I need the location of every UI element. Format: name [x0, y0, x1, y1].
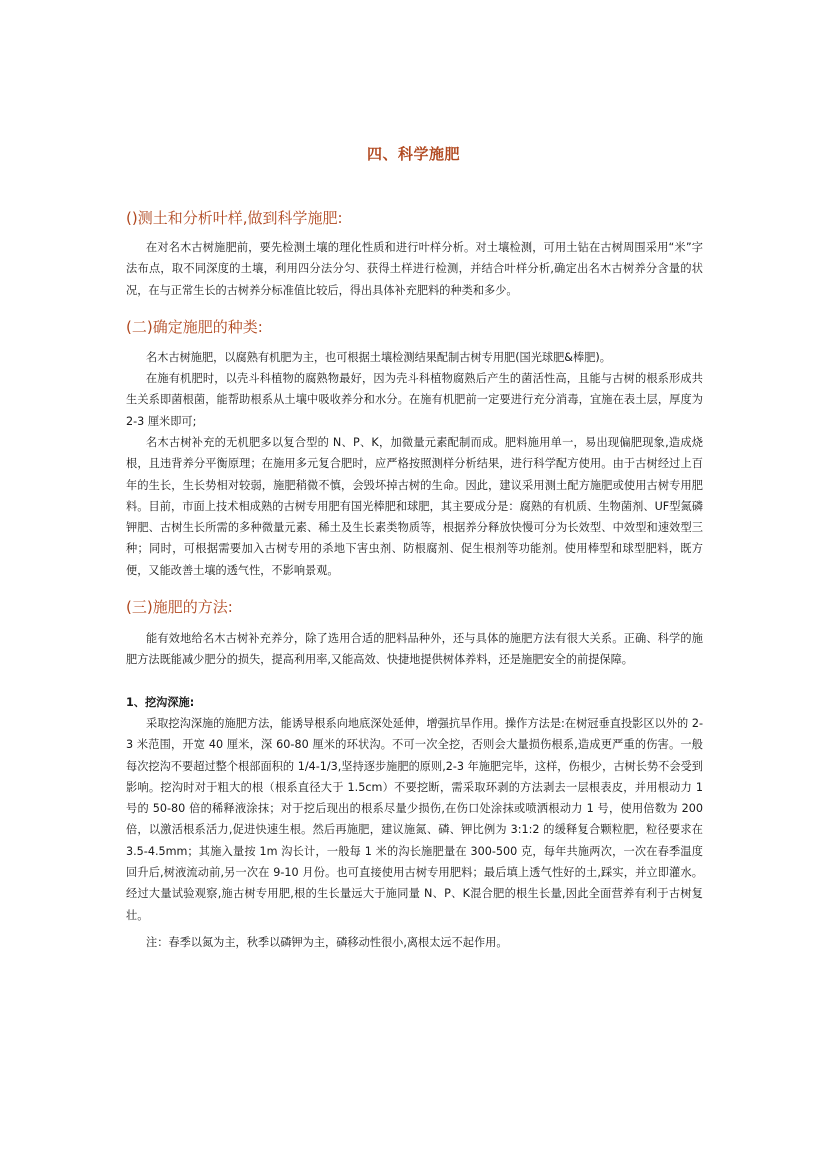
section3-note: 注：春季以氮为主，秋季以磷钾为主，磷移动性很小,离根太远不起作用。 [146, 936, 508, 949]
section2-heading: (二)确定施肥的种类: [126, 318, 263, 336]
section2-paragraph-2: 在施有机肥时，以壳斗科植物的腐熟物最好，因为壳斗科植物腐熟后产生的菌活性高，且能与古树的根系形成共生关系即菌根菌，能帮助根系从土壤中吸收养分和水分。在施有机肥前一定要进行充分消毒，宜施在表土层，厚度为 2-3 厘米即可; [126, 372, 703, 428]
section1-paragraph: 在对名木古树施肥前，要先检测土壤的理化性质和进行叶样分析。对土壤检测，可用土钻在古树周围采用“米”字法布点，取不同深度的土壤，利用四分法分匀、获得土样进行检测，并结合叶样分析,确定出名木古树养分含量的状况，在与正常生长的古树养分标准值比较后，得出具体补充肥料的种类和多少。 [126, 241, 703, 297]
page-title: 四、科学施肥 [366, 145, 460, 163]
subheading-ditch-fertilizing: 1、挖沟深施: [126, 696, 195, 709]
section2-paragraph-1: 名木古树施肥，以腐熟有机肥为主，也可根据土壤检测结果配制古树专用肥(国光球肥&棒肥)。 [146, 351, 611, 364]
section3-paragraph-1: 能有效地给名木古树补充养分，除了选用合适的肥料品种外，还与具体的施肥方法有很大关系。正确、科学的施肥方法既能减少肥分的损失，提高利用率,又能高效、快捷地提供树体养料，还是施肥安全的前提保障。 [126, 632, 703, 667]
section1-heading: ()测土和分析叶样,做到科学施肥: [126, 209, 343, 227]
section2-paragraph-3: 名木古树补充的无机肥多以复合型的 N、P、K，加微量元素配制而成。肥料施用单一，易出现偏肥现象,造成烧根，且违背养分平衡原理；在施用多元复合肥时，应严格按照测样分析结果，进行科学配方使用。由于古树经过上百年的生长，生长势相对较弱，施肥稍微不慎，会毁坏掉古树的生命。因此，建议采用测土配方施肥或使用古树专用肥料。目前，市面上技术相成熟的古树专用肥有国光棒肥和球肥，其主要成分是：腐熟的有机质、生物菌剂、UF型氮磷钾肥、古树生长所需的多种微量元素、稀土及生长素类物质等，根据养分释放快慢可分为长效型、中效型和速效型三种；同时，可根据需要加入古树专用的杀地下害虫剂、防根腐剂、促生根剂等功能剂。使用棒型和球型肥料，既方便，又能改善土壤的透气性，不影响景观。 [126, 436, 703, 577]
section3-paragraph-2: 采取挖沟深施的施肥方法，能诱导根系向地底深处延伸，增强抗旱作用。操作方法是:在树冠垂直投影区以外的 2-3 米范围，开宽 40 厘米，深 60-80 厘米的环状沟。不可一次全挖，否则会大量损伤根系,造成更严重的伤害。一般每次挖沟不要超过整个根部面积的 1/4-1/3,坚持逐步施肥的原则,2-3 年施肥完毕，这样，伤根少，古树长势不会受到影响。挖沟时对于粗大的根（根系直径大于 1.5cm）不要挖断，需采取环剥的方法剥去一层根表皮，并用根动力 1 号的 50-80 倍的稀释液涂抹；对于挖后现出的根系尽量少损伤,在伤口处涂抹或喷洒根动力 1 号，使用倍数为 200 倍，以激活根系活力,促进快速生根。然后再施肥，建议施氮、磷、钾比例为 3:1:2 的缓释复合颗粒肥，粒径要求在 3.5-4.5mm；其施入量按 1m 沟长计，一般每 1 米的沟长施肥量在 300-500 克，每年共施两次，一次在春季温度回升后,树液流动前,另一次在 9-10 月份。也可直接使用古树专用肥料；最后填上透气性好的土,踩实，并立即灌水。经过大量试验观察,施古树专用肥,根的生长量远大于施同量 N、P、K混合肥的根生长量,因此全面营养有利于古树复壮。 [126, 717, 703, 922]
section3-heading: (三)施肥的方法: [126, 598, 233, 616]
